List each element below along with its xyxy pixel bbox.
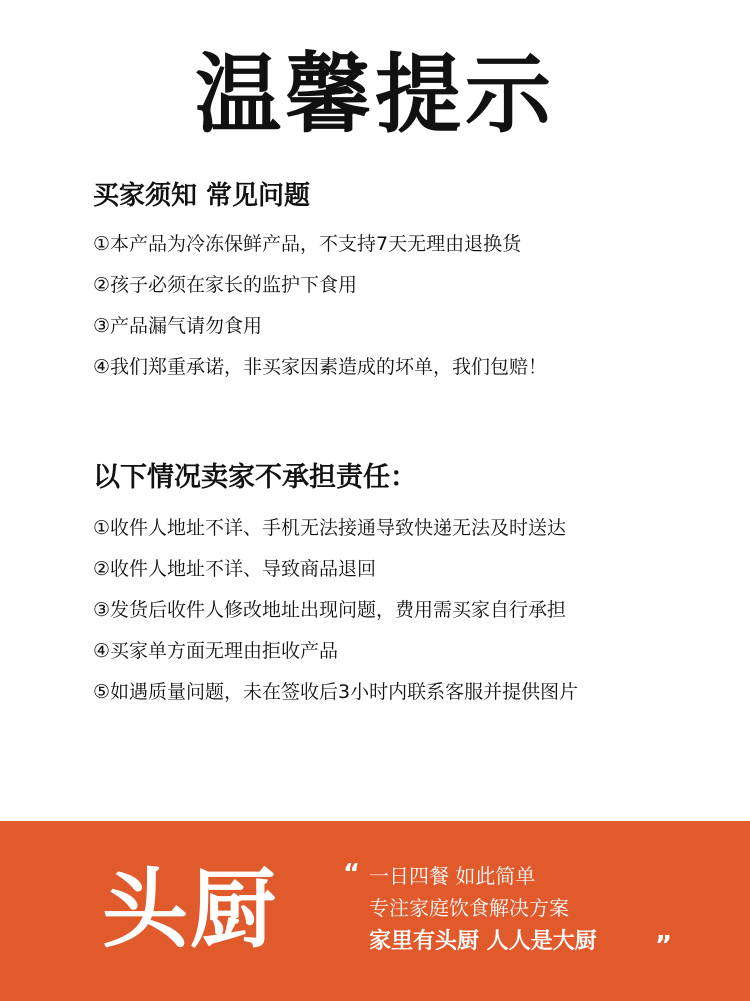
slogan-line-1: 一日四餐 如此简单 bbox=[369, 864, 536, 888]
slogan-line-3: 家里有头厨 人人是大厨 bbox=[369, 929, 597, 954]
seller-exemption-item: ③发货后收件人修改地址出现问题，费用需买家自行承担 bbox=[93, 599, 567, 621]
buyer-notice-heading: 买家须知 常见问题 bbox=[93, 181, 311, 211]
seller-exemption-item: ②收件人地址不详、导致商品退回 bbox=[93, 558, 377, 580]
brand-footer bbox=[0, 821, 750, 1001]
brand-logo: 头厨 bbox=[102, 859, 278, 960]
quote-open-mark: “ bbox=[343, 859, 361, 889]
seller-exemptions-heading: 以下情况卖家不承担责任： bbox=[93, 462, 417, 493]
quote-close-mark: ” bbox=[655, 931, 673, 961]
slogan-line-2: 专注家庭饮食解决方案 bbox=[369, 896, 569, 920]
seller-exemption-item: ④买家单方面无理由拒收产品 bbox=[93, 640, 339, 662]
buyer-notice-section bbox=[93, 176, 713, 388]
seller-exemptions-section bbox=[93, 458, 713, 713]
buyer-notice-item: ③产品漏气请勿食用 bbox=[93, 315, 263, 337]
page-title: 温馨提示 bbox=[195, 45, 555, 145]
buyer-notice-item: ②孩子必须在家长的监护下食用 bbox=[93, 274, 358, 296]
seller-exemption-item: ⑤如遇质量问题，未在签收后3小时内联系客服并提供图片 bbox=[93, 681, 579, 703]
seller-exemption-item: ①收件人地址不详、手机无法接通导致快递无法及时送达 bbox=[93, 517, 567, 539]
buyer-notice-item: ①本产品为冷冻保鲜产品，不支持7天无理由退换货 bbox=[93, 233, 522, 255]
buyer-notice-item: ④我们郑重承诺，非买家因素造成的坏单，我们包赔！ bbox=[93, 356, 548, 378]
